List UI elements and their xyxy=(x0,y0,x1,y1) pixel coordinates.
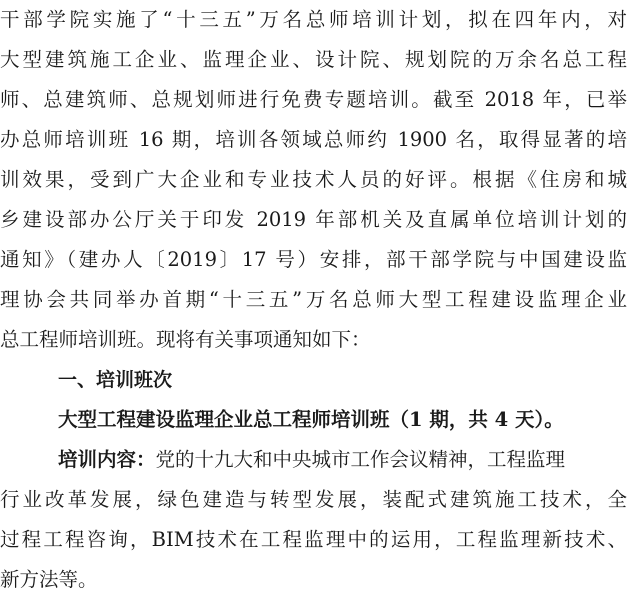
paragraph-line: 师、总建筑师、总规划师进行免费专题培训。截至 2018 年，已举 xyxy=(0,88,627,111)
content-line: 行业改革发展，绿色建造与转型发展，装配式建筑施工技术，全 xyxy=(0,488,627,511)
class-title: 大型工程建设监理企业总工程师培训班（1 期，共 4 天）。 xyxy=(58,408,564,431)
paragraph-line: 理协会共同举办首期“十三五”万名总师大型工程建设监理企业 xyxy=(0,288,627,311)
section-heading: 一、培训班次 xyxy=(58,369,173,391)
paragraph-line: 干部学院实施了“十三五”万名总师培训计划，拟在四年内，对 xyxy=(0,8,627,31)
content-line: 过程工程咨询，BIM技术在工程监理中的运用，工程监理新技术、 xyxy=(0,528,627,551)
paragraph-line: 办总师培训班 16 期，培训各领域总师约 1900 名，取得显著的培 xyxy=(0,128,627,151)
paragraph-line: 大型建筑施工企业、监理企业、设计院、规划院的万余名总工程 xyxy=(0,48,627,71)
paragraph-line: 乡建设部办公厅关于印发 2019 年部机关及直属单位培训计划的 xyxy=(0,208,627,231)
paragraph-line: 训效果，受到广大企业和专业技术人员的好评。根据《住房和城 xyxy=(0,168,627,191)
paragraph-line: 通知》（建办人〔2019〕17 号）安排，部干部学院与中国建设监 xyxy=(0,248,627,271)
content-text: 党的十九大和中央城市工作会议精神，工程监理 xyxy=(155,448,566,471)
paragraph-line: 总工程师培训班。现将有关事项通知如下： xyxy=(0,328,371,351)
content-first-line xyxy=(0,440,633,480)
content-label: 培训内容： xyxy=(58,448,156,471)
content-line: 新方法等。 xyxy=(0,568,98,591)
